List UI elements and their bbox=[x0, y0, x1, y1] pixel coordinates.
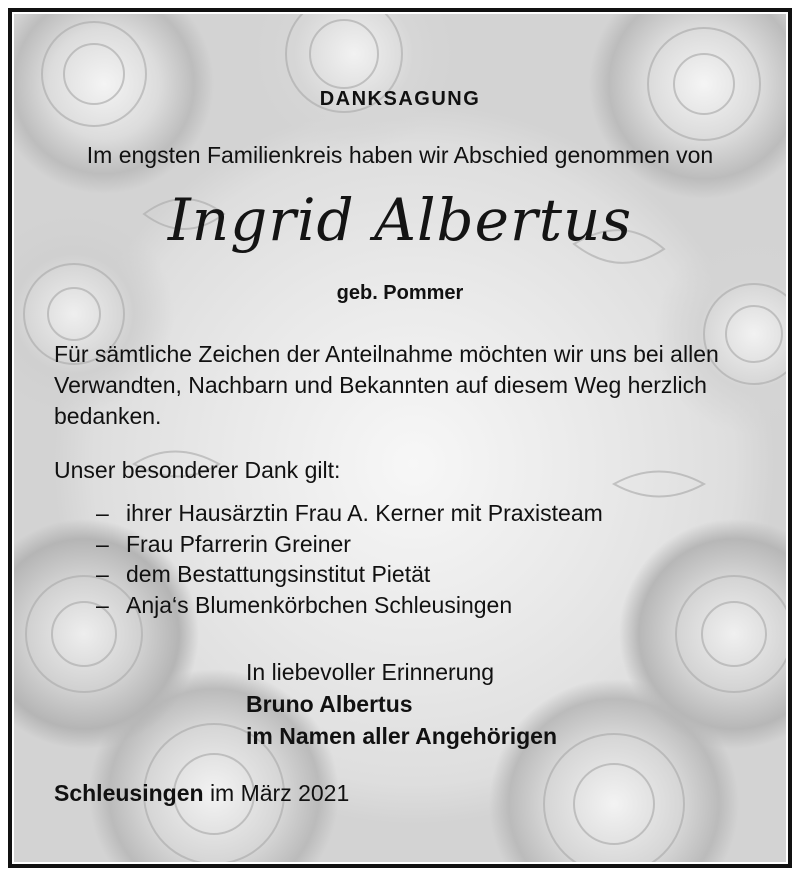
intro-text: Im engsten Familienkreis haben wir Abschied genommen von bbox=[86, 142, 714, 168]
notice-content bbox=[14, 14, 786, 862]
list-item-text: ihrer Hausärztin Frau A. Kerner mit Praxisteam bbox=[126, 500, 603, 526]
dash-marker: – bbox=[96, 591, 109, 618]
date-text: im März 2021 bbox=[209, 780, 350, 806]
list-item-text: Anja‘s Blumenkörbchen Schleusingen bbox=[126, 591, 513, 618]
signer-name: Bruno Albertus bbox=[246, 691, 413, 717]
list-item bbox=[96, 559, 736, 590]
list-item-text: dem Bestattungsinstitut Pietät bbox=[126, 561, 431, 587]
special-thanks-list bbox=[96, 498, 736, 620]
place-date bbox=[54, 780, 654, 807]
dash-marker: – bbox=[96, 530, 109, 557]
thanks-paragraph: Für sämtliche Zeichen der Anteilnahme möchten wir uns bei allen Verwandten, Nachbarn und Bekannten auf diesem Weg herzlich bedanken. bbox=[54, 341, 719, 429]
list-item-text: Frau Pfarrerin Greiner bbox=[126, 530, 351, 557]
list-item bbox=[96, 590, 736, 621]
birth-name: geb. Pommer bbox=[336, 282, 464, 304]
closing-block bbox=[246, 656, 746, 752]
notice-heading: DANKSAGUNG bbox=[319, 88, 481, 110]
deceased-name: Ingrid Albertus bbox=[167, 186, 633, 254]
signer-note: im Namen aller Angehörigen bbox=[246, 723, 557, 749]
dash-marker: – bbox=[96, 500, 109, 526]
list-item bbox=[96, 529, 736, 560]
closing-line: In liebevoller Erinnerung bbox=[246, 659, 495, 685]
dash-marker: – bbox=[96, 561, 109, 587]
list-item bbox=[96, 498, 736, 529]
special-thanks-intro: Unser besonderer Dank gilt: bbox=[54, 457, 341, 483]
place-name: Schleusingen bbox=[54, 780, 204, 806]
